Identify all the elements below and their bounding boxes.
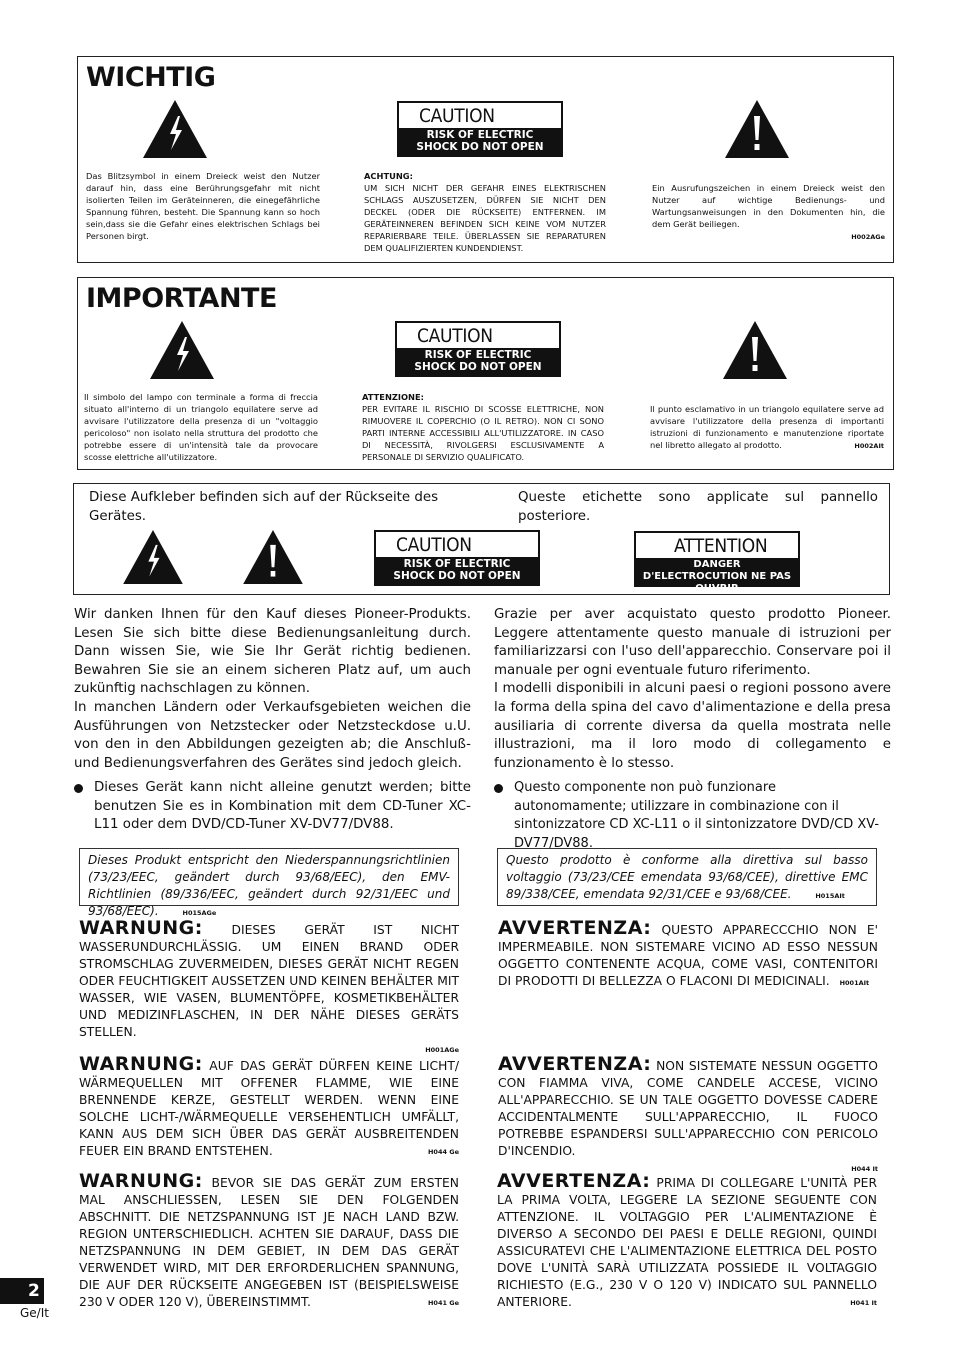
intro-de: Wir danken Ihnen für den Kauf dieses Pioneer-Produkts. Lesen Sie sich bitte diese Bedienungsanleitung durch. Dann wissen Sie, wie Sie Ihr Gerät richtig bedienen. Bewahren Sie sie an einem sicheren Platz auf, um auch zukünftig nachschlagen zu können. In manchen Ländern oder Verkaufsgebieten weichen die Ausführungen von Netzstecker oder Netzsteckdose u.U. von den in den Abbildungen gezeigten ab; die Anschluß- und Bedienungsverfahren des Gerätes sind jedoch gleich. [74,607,471,771]
language-indicator: Ge/It [20,1306,49,1320]
lightning-warning-icon [121,530,185,584]
lightning-description: Il simbolo del lampo con terminale a forma di freccia situato all'interno di un triangolo equilatere serve ad avvisare l'utilizzatore della presenza di un "voltaggio pericoloso" non isolato nella struttura del prodotto che potrebbe essere di un'intensità tale da provocare scosse elettriche all'utilizzatore. [84,392,318,462]
directive-note-de: Dieses Produkt entspricht den Niederspannungsrichtlinien (73/23/EEC, geändert durch 93/68/EEC), den EMV-Richtlinien (89/336/EEC, geändert durch 92/31/EEC und 93/68/EEC). H015AGe [79,848,459,906]
importante-title: IMPORTANTE [86,283,277,314]
bullet-de: Dieses Gerät kann nicht alleine genutzt werden; bitte benutzen Sie es in Kombination mit dem CD-Tuner XC-L11 oder dem DVD/CD-Tuner XV-DV77/DV88. [74,779,471,835]
directive-note-it: Questo prodotto è conforme alla direttiva sul basso voltaggio (73/23/CEE emendata 93/68/CEE), direttive EMC 89/338/CEE, emendata 92/31/CEE e 93/68/CEE. H015AIt [497,848,877,906]
attenzione-text: ATTENZIONE: PER EVITARE IL RISCHIO DI SCOSSE ELETTRICHE, NON RIMUOVERE IL COPERCHIO (O IL RETRO). NON CI SONO PARTI INTERNE ACCESSIBILI ALL'UTILIZZATORE. IN CASO DI NECESSITÀ, RIVOLGERSI ESCLUSIVAMENTE A PERSONALE DI SERVIZIO QUALIFICATO. [362,392,604,462]
intro-it: Grazie per aver acquistato questo prodotto Pioneer. Leggere attentamente questo manuale di istruzioni per familiarizzarsi con l'uso dell'apparecchio. Conservare poi il manuale per ogni eventuale futuro riferimento. I modelli disponibili in alcuni paesi o regioni possono avere la forma della spina del cavo d'alimentazione e della presa ausiliaria di corrente diversa da quella mostrata nelle illustrazioni, ma il loro modo di collegamento e funzionamento è lo stesso. [494,607,891,771]
exclamation-description: Ein Ausrufungszeichen in einem Dreieck weist den Nutzer auf wichtige Bedienungs- und Wartungsanweisungen in den Dokumenten hin, die dem Gerät beiliegen. H002AGe [652,183,885,241]
caution-label: CAUTION RISK OF ELECTRIC SHOCK DO NOT OPEN [397,101,563,157]
rear-labels-text-de: Diese Aufkleber befinden sich auf der Rückseite des Gerätes. [89,490,439,524]
bullet-icon [494,784,503,793]
warning-3-it: AVVERTENZA: PRIMA DI COLLEGARE L'UNITÀ PER LA PRIMA VOLTA, LEGGERE LA SEZIONE SEGUENTE CON ATTENZIONE. IL VOLTAGGIO PER L'ALIMENTAZIONE È DIVERSO A SECONDO DEI PAESI E DELLE REGIONI, QUINDI ASSICURATEVI CHE L'ALIMENTAZIONE ELETTRICA DEL POSTO DOVE L'UNITÀ SARÀ UTILIZZATA POSSIEDE IL VOLTAGGIO RICHIESTO (E.G., 230 V O 120 V) INDICATO SUL PANNELLO ANTERIORE. H041 It [497,1170,877,1309]
rear-labels-text-it: Queste etichette sono applicate sul pannello posteriore. [518,490,878,524]
lightning-description: Das Blitzsymbol in einem Dreieck weist den Nutzer darauf hin, dass eine Berührungsgefahr mit nicht isolierten Teilen im Geräteinneren, die einegefährliche Spannung führen, besteht. Die Spannung kann so hoch sein,dass sie die Gefahr eines elektrischen Schlags bei Personen birgt. [86,171,320,241]
warning-2-de: WARNUNG: AUF DAS GERÄT DÜRFEN KEINE LICHT/ WÄRMEQUELLEN MIT OFFENER FLAMME, WIE EINE BRENNENDE KERZE, GESTELLT WERDEN. WENN EINE SOLCHE LICHT-/WÄRMEQUELLE VERSEHENTLICH UMFÄLLT, KANN AUS DEM SICH ÜBER DAS GERÄT AUSBREITENDEN FEUER EIN BRAND ENTSTEHEN. H044 Ge [79,1053,459,1158]
exclamation-description: Il punto esclamativo in un triangolo equilatere serve ad avvisare l'utilizzatore della presenza di importanti istruzioni di funzionamento e manutenzione riportate nel libretto allegato al prodotto. H002AIt [650,404,884,450]
wichtig-title: WICHTIG [86,62,216,93]
warning-3-de: WARNUNG: BEVOR SIE DAS GERÄT ZUM ERSTEN MAL ANSCHLIESSEN, LESEN SIE DEN FOLGENDEN ABSCHNITT. DIE NETZSPANNUNG IST JE NACH LAND BZW. REGION UNTERSCHIEDLICH. ACHTEN SIE DARAUF, DASS DIE NETZSPANNUNG IN DEM GEBIET, IN DEM DAS GERÄT VERWENDET WIRD, MIT DER ERFORDERLICHEN SPANNUNG, DIE AUF DER RÜCKSEITE ANGEGEBEN IST (BEISPIELSWEISE 230 V ODER 120 V), ÜBEREINSTIMMT. H041 Ge [79,1170,459,1309]
exclamation-warning-icon [241,530,305,584]
attention-label: ATTENTION DANGER D'ELECTROCUTION NE PAS OUVRIR [634,531,800,587]
caution-label: CAUTION RISK OF ELECTRIC SHOCK DO NOT OPEN [395,321,561,377]
lightning-warning-icon [150,321,214,379]
exclamation-warning-icon [725,100,789,158]
bullet-it: Questo componente non può funzionare autonomamente; utilizzare in combinazione con il sintonizzatore CD XC-L11 o il sintonizzatore DVD/CD XV-DV77/DV88. [494,779,891,853]
warning-2-it: AVVERTENZA: NON SISTEMATE NESSUN OGGETTO CON FIAMMA VIVA, COME CANDELE ACCESE, VICINO ALL'APPARECCHIO. SE UN TALE OGGETTO DOVESSE CADERE ACCIDENTALMENTE SULL'APPARECCHIO, IL FUOCO POTREBBE ESPANDERSI SULL'APPARECCHIO CON PERICOLO D'INCENDIO. H044 It [498,1053,878,1173]
bullet-icon [74,784,83,793]
warning-1-de: WARNUNG: DIESES GERÄT IST NICHT WASSERUNDURCHLÄSSIG. UM EINEN BRAND ODER STROMSCHLAG ZUVERMEIDEN, DIESES GERÄT NICHT REGEN ODER FEUCHTIGKEIT AUSSETZEN UND KEINEN BEHÄLTER MIT WASSER, WIE VASEN, BLUMENTÖPFE, KOSMETIKBEHÄLTER UND MEDIZINFLASCHEN, IN DER NÄHE DIESES GERÄTS STELLEN. H001AGe [79,917,459,1054]
achtung-text: ACHTUNG: UM SICH NICHT DER GEFAHR EINES ELEKTRISCHEN SCHLAGS AUSZUSETZEN, DÜRFEN SIE NICHT DEN DECKEL (ODER DIE RÜCKSEITE) ENTFERNEN. IM GERÄTEINNEREN BEFINDEN SICH KEINE VOM NUTZER REPARIERBARE TEILE. ÜBERLASSEN SIE REPARATUREN DEM QUALIFIZIERTEN KUNDENDIENST. [364,171,606,253]
exclamation-warning-icon [723,321,787,379]
caution-label: CAUTION RISK OF ELECTRIC SHOCK DO NOT OPEN [374,530,540,586]
lightning-warning-icon [143,100,207,158]
page-number: 2 [0,1278,44,1304]
warning-1-it: AVVERTENZA: QUESTO APPARECCCHIO NON E' IMPERMEABILE. NON SISTEMARE VICINO AD ESSO NESSUN OGGETTO CONTENENTE ACQUA, COME VASI, CONTENITORI DI PRODOTTI DI BELLEZZA O FLACONI DI MEDICINALI. H001AIt [498,917,878,988]
